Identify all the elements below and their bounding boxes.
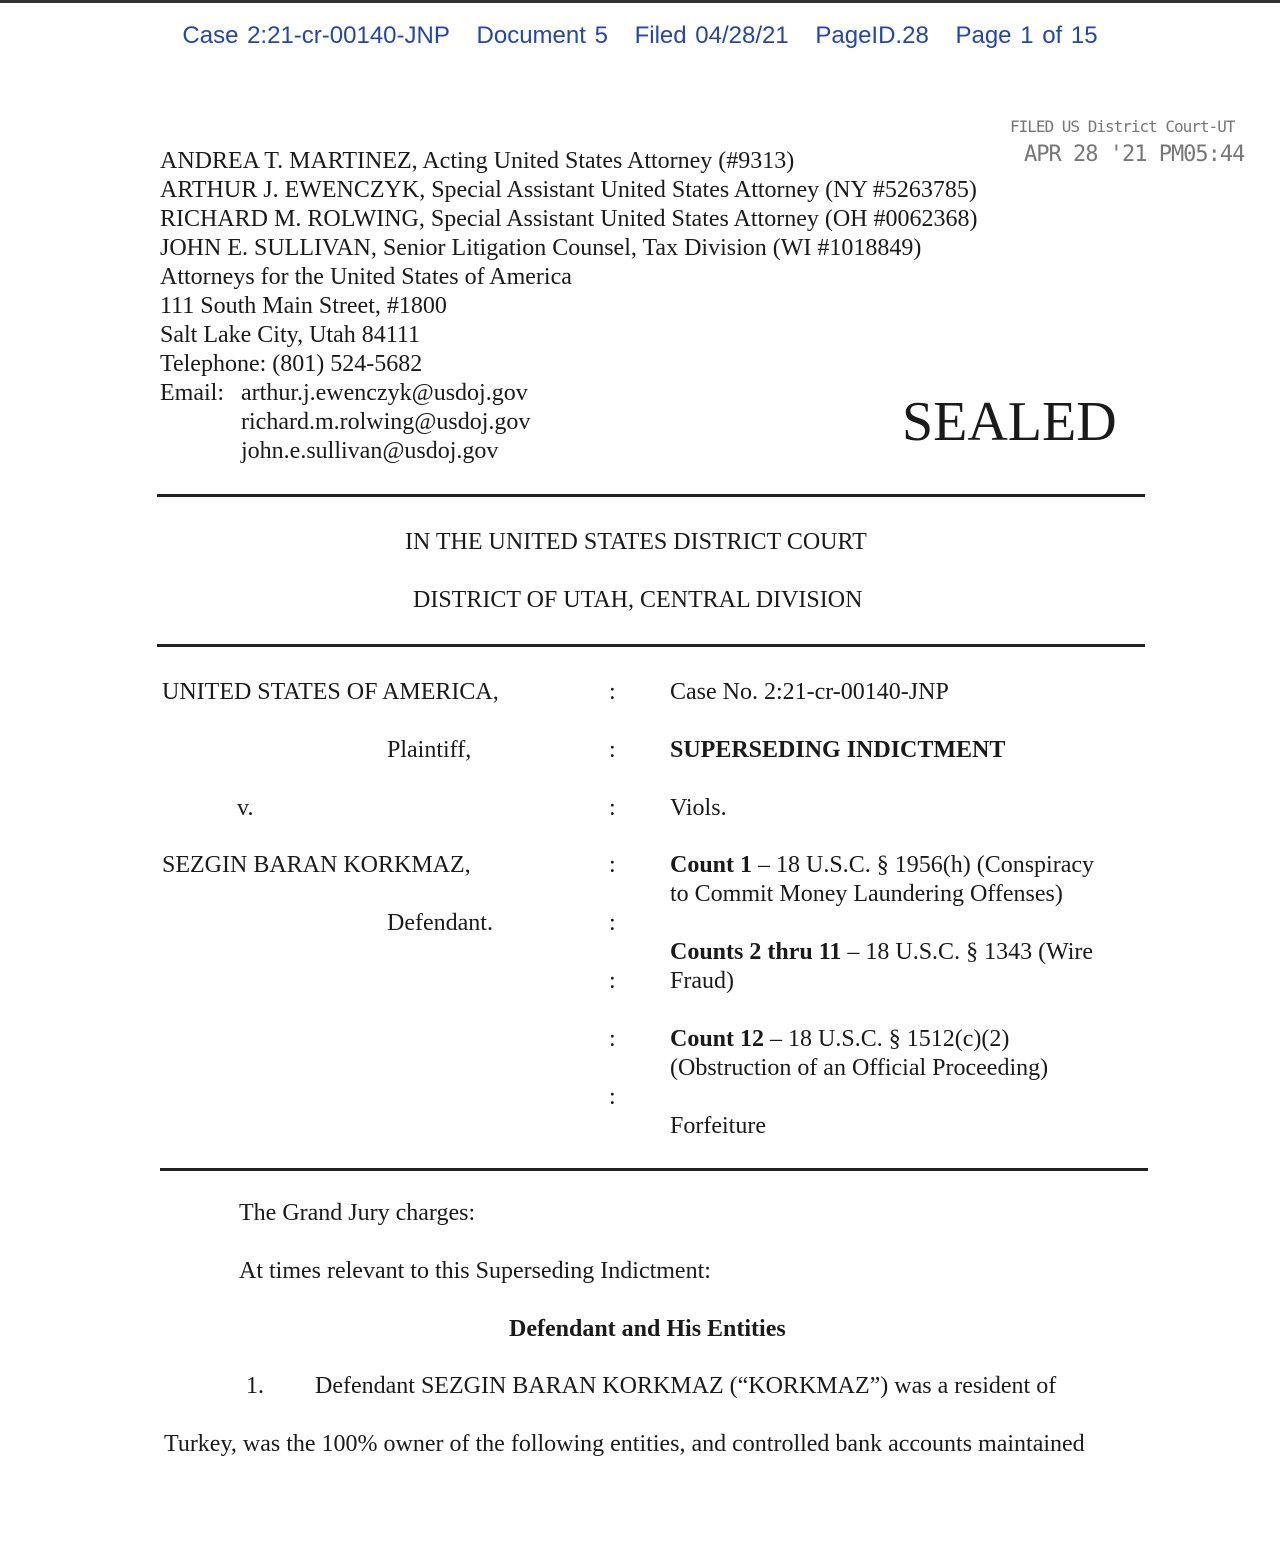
defendant-label: Defendant. bbox=[387, 910, 493, 936]
count-text: Fraud) bbox=[670, 968, 734, 994]
paragraph-text: Defendant SEZGIN BARAN KORKMAZ (“KORKMAZ”) was a resident of bbox=[315, 1373, 1057, 1399]
caption-colon: : bbox=[609, 1026, 616, 1052]
attorney-line: ARTHUR J. EWENCZYK, Special Assistant United States Attorney (NY #5263785) bbox=[160, 177, 977, 203]
caption-colon: : bbox=[609, 679, 616, 705]
count-2-11 bbox=[670, 938, 1093, 967]
divider bbox=[160, 1168, 1148, 1171]
count-label: Counts 2 thru 11 bbox=[670, 939, 842, 965]
relevant-times: At times relevant to this Superseding Indictment: bbox=[239, 1258, 711, 1284]
count-label: Count 12 bbox=[670, 1026, 765, 1052]
case-number: Case 2:21-cr-00140-JNP bbox=[182, 22, 450, 49]
email-address: richard.m.rolwing@usdoj.gov bbox=[241, 409, 531, 435]
caption-colon: : bbox=[609, 795, 616, 821]
grand-jury-charges: The Grand Jury charges: bbox=[239, 1200, 476, 1226]
page-id: PageID.28 bbox=[815, 22, 929, 49]
count-12 bbox=[670, 1025, 1009, 1054]
email-label: Email: bbox=[160, 380, 224, 406]
attorney-line: Attorneys for the United States of America bbox=[160, 264, 572, 290]
divider bbox=[157, 494, 1145, 497]
court-name: IN THE UNITED STATES DISTRICT COURT bbox=[405, 529, 867, 555]
address-line: 111 South Main Street, #1800 bbox=[160, 293, 447, 319]
court-district: DISTRICT OF UTAH, CENTRAL DIVISION bbox=[413, 587, 863, 613]
filed-stamp-line2: APR 28 '21 PM05:44 bbox=[1024, 142, 1245, 167]
caption-colon: : bbox=[609, 1084, 616, 1110]
violations-label: Viols. bbox=[670, 795, 727, 821]
count-label: Count 1 bbox=[670, 852, 753, 878]
attorney-line: JOHN E. SULLIVAN, Senior Litigation Counsel, Tax Division (WI #1018849) bbox=[160, 235, 922, 261]
attorney-line: RICHARD M. ROLWING, Special Assistant United States Attorney (OH #0062368) bbox=[160, 206, 978, 232]
defendant-name: SEZGIN BARAN KORKMAZ, bbox=[162, 852, 471, 878]
page-number: Page 1 of 15 bbox=[955, 22, 1098, 49]
filed-stamp-line1: FILED US District Court-UT bbox=[1010, 117, 1235, 136]
paragraph-number: 1. bbox=[246, 1373, 264, 1399]
versus: v. bbox=[237, 795, 254, 821]
filing-header bbox=[0, 22, 1280, 50]
email-address: arthur.j.ewenczyk@usdoj.gov bbox=[241, 380, 528, 406]
forfeiture: Forfeiture bbox=[670, 1113, 766, 1139]
caption-colon: : bbox=[609, 852, 616, 878]
plaintiff-label: Plaintiff, bbox=[387, 737, 472, 763]
count-text: (Obstruction of an Official Proceeding) bbox=[670, 1055, 1049, 1081]
document-number: Document 5 bbox=[476, 22, 608, 49]
telephone: Telephone: (801) 524-5682 bbox=[160, 351, 423, 377]
section-heading: Defendant and His Entities bbox=[509, 1316, 786, 1342]
caption-colon: : bbox=[609, 968, 616, 994]
count-text: – 18 U.S.C. § 1343 (Wire bbox=[841, 939, 1094, 965]
caption-colon: : bbox=[609, 910, 616, 936]
count-text: – 18 U.S.C. § 1956(h) (Conspiracy bbox=[752, 852, 1095, 878]
address-line: Salt Lake City, Utah 84111 bbox=[160, 322, 420, 348]
email-address: john.e.sullivan@usdoj.gov bbox=[241, 438, 499, 464]
filed-date: Filed 04/28/21 bbox=[634, 22, 789, 49]
document-title: SUPERSEDING INDICTMENT bbox=[670, 737, 1006, 763]
divider bbox=[157, 644, 1145, 647]
plaintiff-name: UNITED STATES OF AMERICA, bbox=[162, 679, 499, 705]
top-border bbox=[0, 0, 1280, 3]
attorney-line: ANDREA T. MARTINEZ, Acting United States Attorney (#9313) bbox=[160, 148, 795, 174]
caption-colon: : bbox=[609, 737, 616, 763]
count-text: to Commit Money Laundering Offenses) bbox=[670, 881, 1063, 907]
case-no: Case No. 2:21-cr-00140-JNP bbox=[670, 679, 949, 705]
count-1 bbox=[670, 851, 1094, 880]
paragraph-text: Turkey, was the 100% owner of the following entities, and controlled bank accounts maintained bbox=[164, 1431, 1085, 1457]
count-text: – 18 U.S.C. § 1512(c)(2) bbox=[764, 1026, 1010, 1052]
sealed-label: SEALED bbox=[902, 391, 1117, 453]
